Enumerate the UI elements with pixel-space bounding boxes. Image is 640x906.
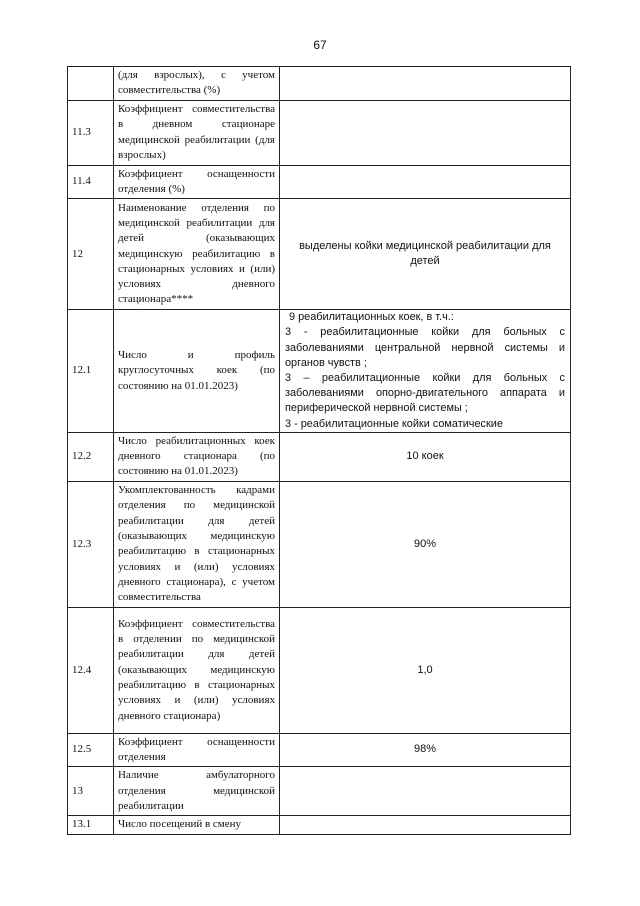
row-value (280, 767, 571, 816)
row-number: 11.4 (68, 165, 114, 199)
row-number: 12.2 (68, 432, 114, 481)
row-value: 90% (280, 481, 571, 607)
table-row (68, 733, 571, 767)
row-number: 12.4 (68, 607, 114, 733)
row-value (280, 816, 571, 834)
table-row (68, 481, 571, 607)
row-number: 13 (68, 767, 114, 816)
document-table (67, 66, 571, 835)
row-number: 12.3 (68, 481, 114, 607)
bed-line: 3 - реабилитационные койки соматические (285, 417, 503, 430)
row-value (280, 165, 571, 199)
table-row (68, 607, 571, 733)
row-label: Наименование отделения по медицинской реабилитации для детей (оказывающих медицинскую реабилитацию в стационарных условиях и (или) условиях дневного стационара**** (114, 199, 280, 310)
row-label: Коэффициент оснащенности отделения (%) (114, 165, 280, 199)
row-number (68, 67, 114, 101)
table-row (68, 100, 571, 165)
row-value (280, 100, 571, 165)
row-label: Число посещений в смену (114, 816, 280, 834)
row-number: 12 (68, 199, 114, 310)
row-number: 12.1 (68, 310, 114, 433)
row-label: Укомплектованность кадрами отделения по медицинской реабилитации для детей (оказывающих медицинскую реабилитацию в стационарных условиях и (или) условиях дневного стационара), с учетом совместительства (114, 481, 280, 607)
row-number: 12.5 (68, 733, 114, 767)
row-label: Коэффициент оснащенности отделения (114, 733, 280, 767)
page-number: 67 (313, 38, 327, 52)
row-number: 11.3 (68, 100, 114, 165)
table-row (68, 767, 571, 816)
table-row (68, 816, 571, 834)
table-row (68, 432, 571, 481)
bed-line: 9 реабилитационных коек, в т.ч.: (289, 311, 454, 324)
row-label: Коэффициент совместительства в дневном стационаре медицинской реабилитации (для взрослых) (114, 100, 280, 165)
row-label: Коэффициент совместительства в отделении по медицинской реабилитации для детей (оказывающих медицинскую реабилитацию в стационарных условиях и (или) условиях дневного стационара) (114, 607, 280, 733)
table-row (68, 67, 571, 101)
bed-line: 3 - реабилитационные койки для больных с заболеваниями центральной нервной системы и органов чувств ; (285, 326, 565, 369)
table-row (68, 165, 571, 199)
bed-line: 3 – реабилитационные койки для больных с заболеваниями опорно-двигательного аппарата и периферической нервной системы ; (285, 372, 565, 415)
row-value: выделены койки медицинской реабилитации для детей (280, 199, 571, 310)
table-row (68, 310, 571, 433)
row-label: (для взрослых), с учетом совместительства (%) (114, 67, 280, 101)
bed-profile-list (280, 310, 571, 433)
row-value: 1,0 (280, 607, 571, 733)
row-value (280, 67, 571, 101)
row-label: Число и профиль круглосуточных коек (по состоянию на 01.01.2023) (114, 310, 280, 433)
row-label: Число реабилитационных коек дневного стационара (по состоянию на 01.01.2023) (114, 432, 280, 481)
row-label: Наличие амбулаторного отделения медицинской реабилитации (114, 767, 280, 816)
table-row (68, 199, 571, 310)
row-value: 98% (280, 733, 571, 767)
row-value: 10 коек (280, 432, 571, 481)
row-number: 13.1 (68, 816, 114, 834)
